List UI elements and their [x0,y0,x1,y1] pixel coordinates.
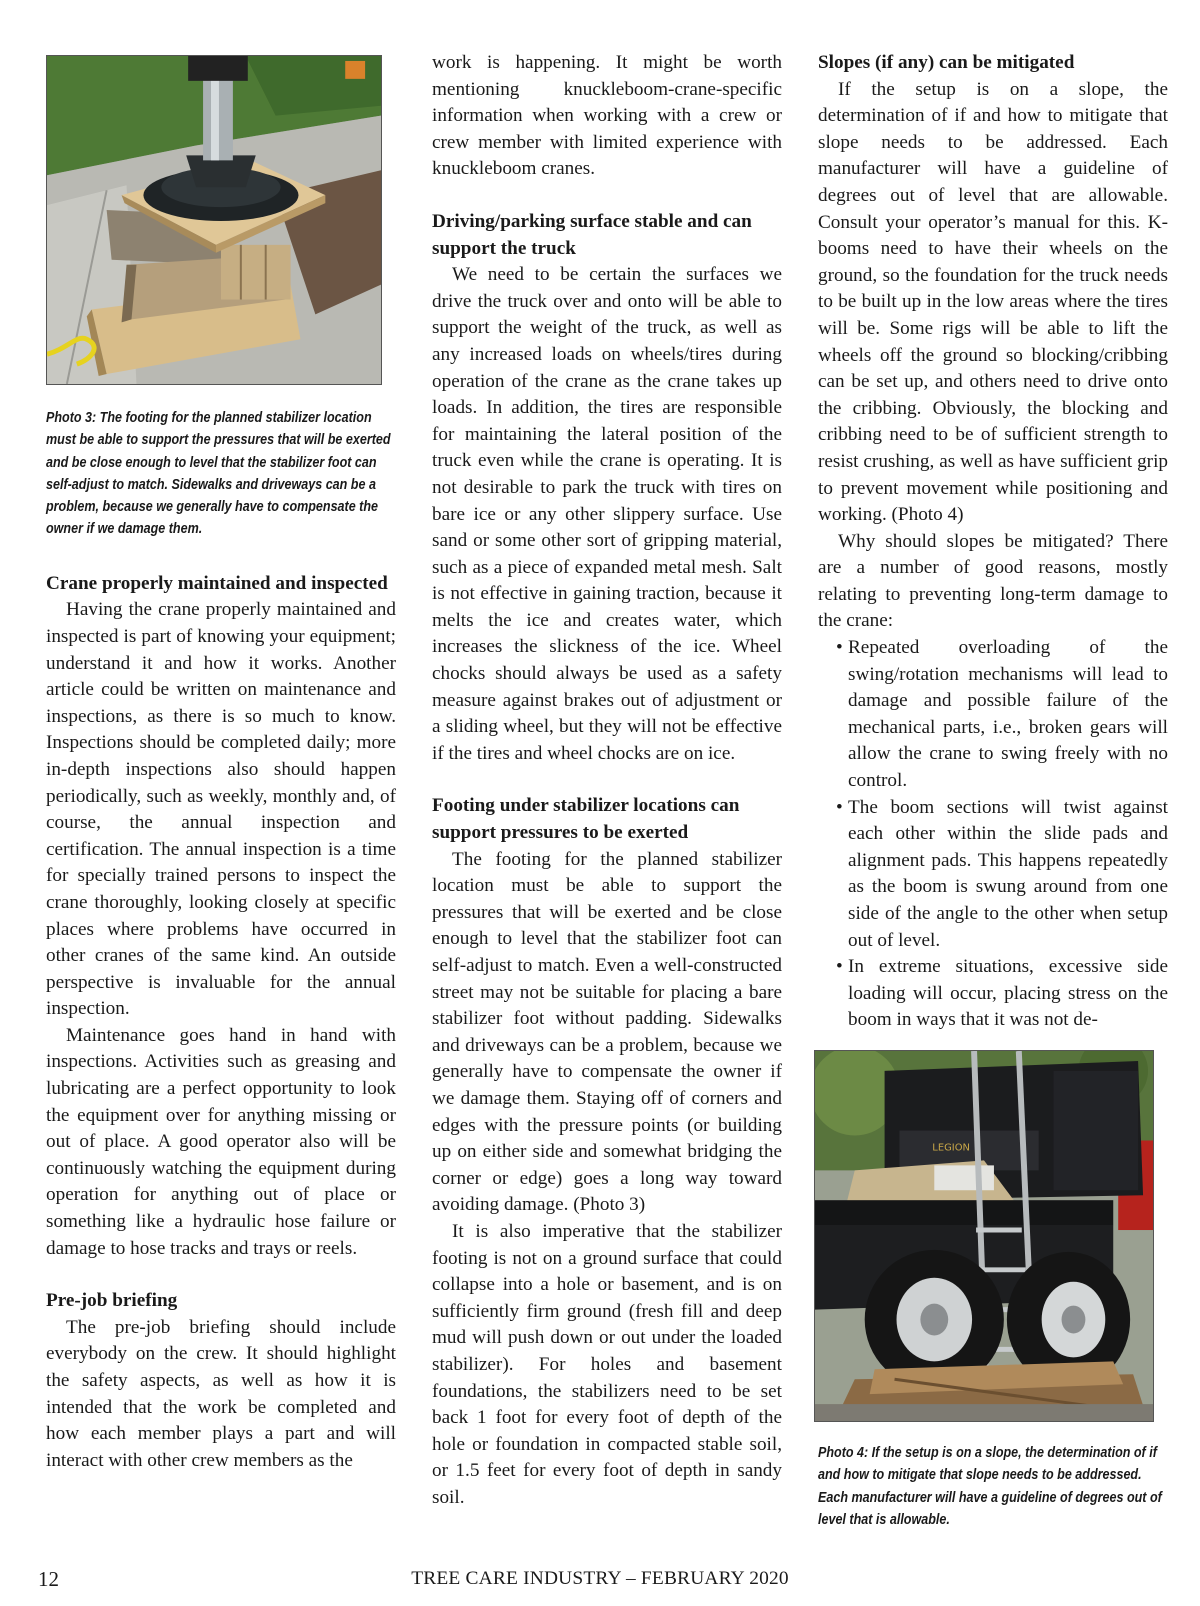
column-2 [432,50,782,1511]
photo-4-image [815,1051,1153,1421]
column-1 [46,50,396,1474]
slopes-paragraph-1: If the setup is on a slope, the determination of if and how to mitigate that slope needs to be addressed. Each manufacturer will have a guideline of degrees out of level that are allowable. Consult your operator’s manual for this. K-booms need to have their wheels on the ground, so the foundation for the truck needs to be built up in the low areas where the tires will be. Some rigs will be able to lift the wheels off the ground so blocking/cribbing can be set up, and others need to drive onto the cribbing. Obviously, the blocking and cribbing need to be of sufficient strength to resist crushing, as well as have sufficient grip to prevent movement while positioning and working. (Photo 4) [818,78,1168,526]
column-3 [818,50,1168,1531]
driving-heading: Driving/parking surface stable and can support the truck [432,210,752,259]
footing-paragraph-2: It is also imperative that the stabilizer footing is not on a ground surface that could collapse into a hole or basement, and is on sufficiently firm ground (fresh fill and deep mud will push down or out under the loaded stabilizer). For holes and basement foundations, the stabilizers need to be set back 1 foot for every foot of depth of the hole or foundation in compacted stable soil, or 1.5 feet for every foot of depth in sandy soil. [432,1220,782,1508]
prejob-paragraph-1: The pre-job briefing should include everybody on the crew. It should highlight the safety aspects, as well as how it is intended that the work be completed and how each member plays a part and will interact with other crew members as the [46,1316,396,1471]
slopes-heading: Slopes (if any) can be mitigated [818,52,1075,73]
prejob-heading: Pre-job briefing [46,1290,178,1312]
slopes-paragraph-2: Why should slopes be mitigated? There are a number of good reasons, mostly relating to preventing long-term damage to the crane: [818,530,1168,632]
slopes-bullet-3: • In extreme situations, excessive side loading will occur, placing stress on the boom in ways that it was not de- [818,954,1168,1034]
photo-3 [46,55,382,385]
photo-4-caption: Photo 4: If the setup is on a slope, the determination of if and how to mitigate that slope needs to be addressed. Each manufacturer will have a guideline of degrees out of level that is allowable. [818,1444,1162,1528]
footing-paragraph-1: The footing for the planned stabilizer location must be able to support the pressures that will be exerted and be close enough to level that the stabilizer foot can self-adjust to match. Even a well-constructed street may not be suitable for placing a bare stabilizer foot without padding. Sidewalks and driveways can be a problem, because we generally have to compensate the owner if we damage them. Staying off of corners and edges with the pressure points (or building up on either side and somewhat bridging the corner or edge) goes a long way toward avoiding damage. (Photo 3) [432,848,782,1216]
driving-paragraph-1: We need to be certain the surfaces we drive the truck over and onto will be able to support the weight of the truck, as well as any increased loads on wheels/tires during operation of the crane as the crane takes up loads. In addition, the tires are responsible for maintaining the lateral position of the truck even while the crane is operating. It is not desirable to park the truck with tires on bare ice or any other slippery surface. Use sand or some other sort of gripping material, such as a piece of expanded metal mesh. Salt is not effective in gaining traction, because it melts the ice and creates water, which increases the slickness of the ice. Wheel chocks should always be used as a safety measure against brakes out of adjustment or a sliding wheel, but they will not be effective if the tires and wheel chocks are on ice. [432,264,782,764]
slopes-bullet-2: • The boom sections will twist against each other within the slide pads and alignment pads. This happens repeatedly as the boom is swung around from one side of the angle to the other when setup out of level. [818,795,1168,955]
photo-4 [814,1050,1154,1422]
photo-3-caption: Photo 3: The footing for the planned stabilizer location must be able to support the pressures that will be exerted and be close enough to level that the stabilizer foot can self-adjust to match. Sidewalks and driveways can be a problem, because we generally have to compensate the owner if we damage them. [46,410,391,538]
slopes-bullet-list [818,635,1168,1034]
photo-3-image [47,56,381,384]
slopes-bullet-1: • Repeated overloading of the swing/rotation mechanisms will lead to damage and possible failure of the mechanical parts, i.e., broken gears will allow the crane to swing freely with no control. [818,635,1168,795]
toolbox-brand: LEGION [932,1142,970,1154]
crane-maintained-paragraph-1: Having the crane properly maintained and inspected is part of knowing your equipment; understand it and how it works. Another article could be written on maintenance and inspections, as there is so much to know. Inspections should be completed daily; more in-depth inspections also should happen periodically, such as weekly, monthly and, of course, the annual inspection and certification. The annual inspection is a time for specially trained persons to inspect the crane thoroughly, looking closely at specific places where problems have occurred in other cranes of the same kind. An outside perspective is invaluable for the annual inspection. [46,599,396,1020]
running-title: TREE CARE INDUSTRY – FEBRUARY 2020 [411,1568,789,1589]
crane-maintained-heading: Crane properly maintained and inspected [46,572,388,594]
footing-heading: Footing under stabilizer locations can support pressures to be exerted [432,795,740,844]
continued-paragraph: work is happening. It might be worth mentioning knuckleboom-crane-specific information when working with a crew or crew member with limited experience with knuckleboom cranes. [432,52,782,180]
crane-maintained-paragraph-2: Maintenance goes hand in hand with inspections. Activities such as greasing and lubricating are a perfect opportunity to look the equipment over for anything missing or out of place. A good operator also will be continuously watching the equipment during operation for anything out of place or something like a hydraulic hose failure or damage to hose tracks and trays or reels. [46,1024,396,1259]
page-number: 12 [38,1567,59,1591]
